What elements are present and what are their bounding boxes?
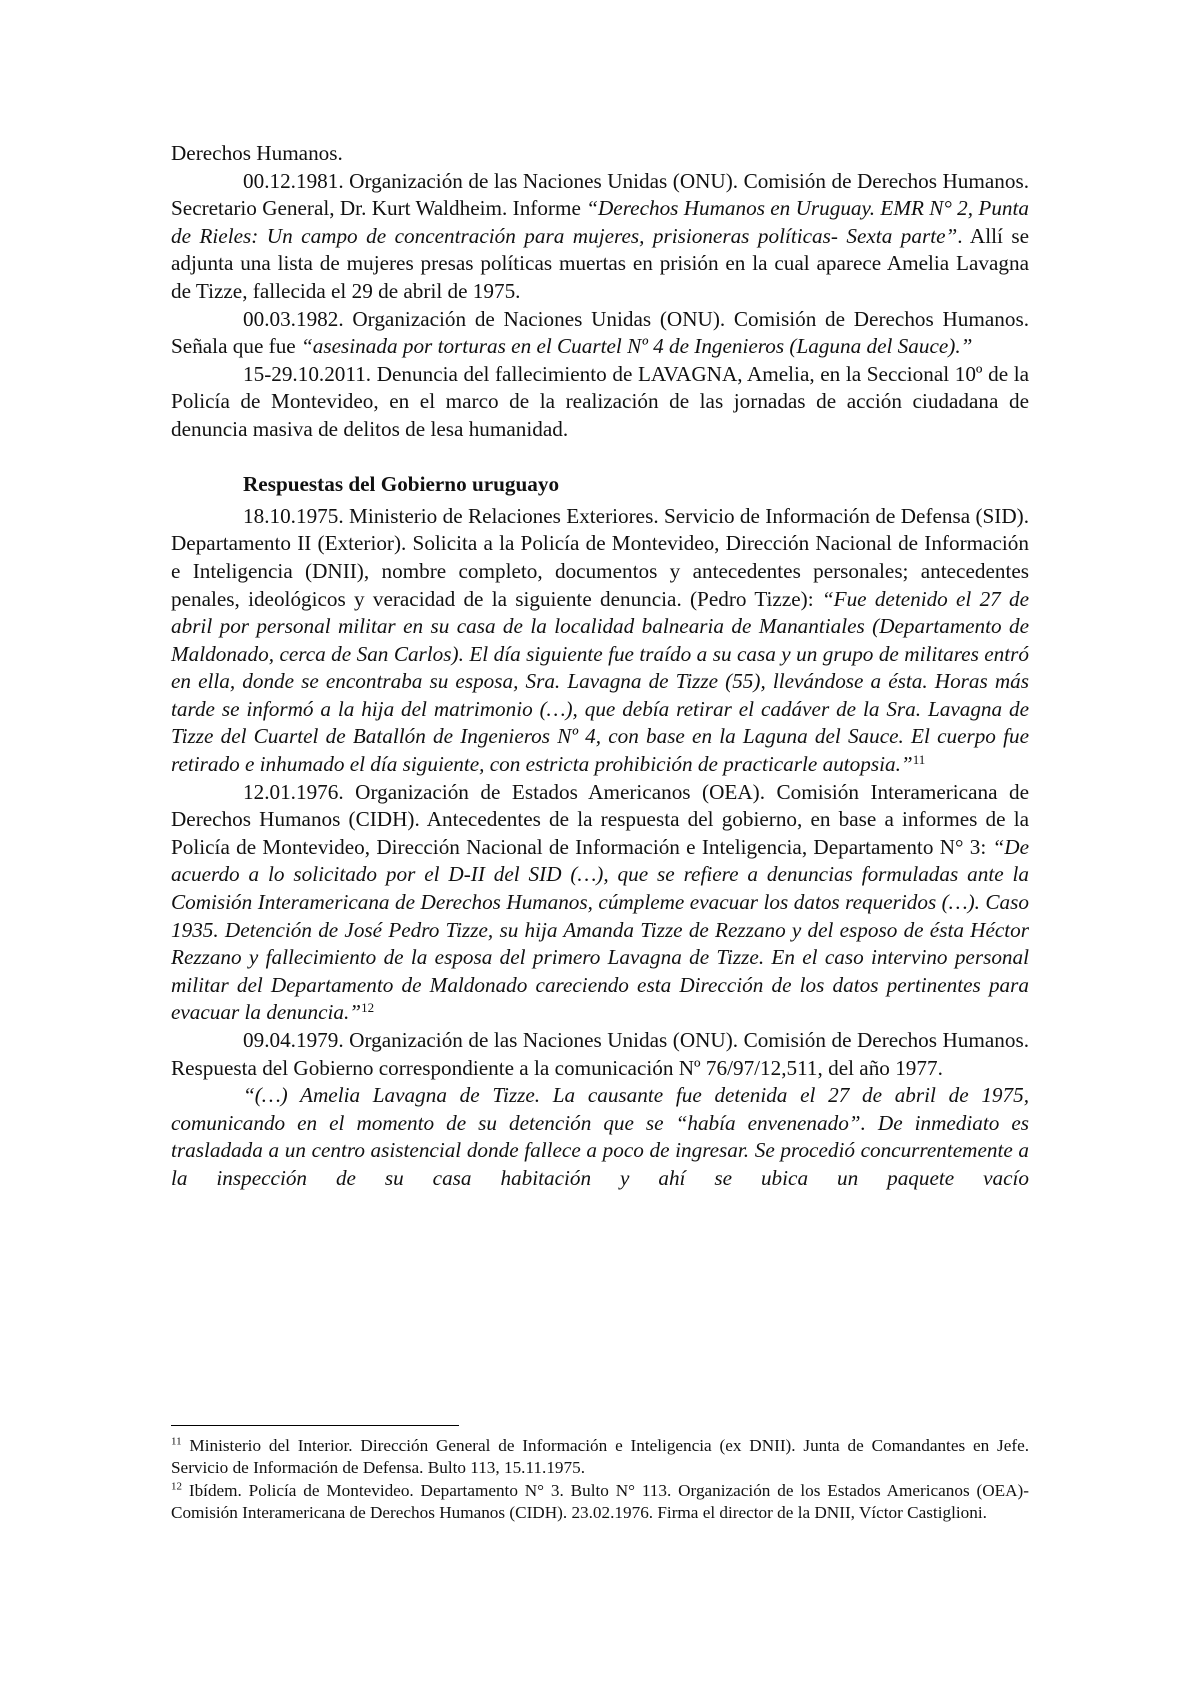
quoted-text: “(…) Amelia Lavagna de Tizze. La causante fue detenida el 27 de abril de 1975, comunicando en el momento de su detención que se “había envenenado”. De inmediato es trasladada a un centro asistencial donde fallece a poco de ingresar. Se procedió concurrentemente a la inspección de su casa habitación y ahí se ubica un paquete vacío [171, 1083, 1029, 1190]
footnote-ref[interactable]: 12 [361, 1000, 375, 1016]
paragraph-text: 15-29.10.2011. Denuncia del fallecimiento de LAVAGNA, Amelia, en la Seccional 10º de la Policía de Montevideo, en el marco de la realización de las jornadas de acción ciudadana de denuncia masiva de delitos de lesa humanidad. [171, 361, 1029, 441]
paragraph-text: 18.10.1975. Ministerio de Relaciones Exteriores. Servicio de Información de Defensa (SID). Departamento II (Exterior). Solicita a la Policía de Montevideo, Dirección Nacional de Información e Inteligencia (DNII), nombre completo, documentos y antecedentes personales; antecedentes penales, ideológicos y veracidad de la siguiente denuncia. (Pedro Tizze): [171, 503, 1029, 611]
paragraph-sid-1975 [171, 503, 1029, 779]
section-heading: Respuestas del Gobierno uruguayo [243, 472, 560, 497]
paragraph-onu-1982 [171, 306, 1029, 361]
paragraph-text: Derechos Humanos. [171, 141, 343, 165]
quoted-text: “De acuerdo a lo solicitado por el D-II del SID (…), que se refiere a denuncias formuladas ante la Comisión Interamericana de Derechos Humanos, cúmpleme evacuar los datos requeridos (…). Caso 1935. Detención de José Pedro Tizze, su hija Amanda Tizze de Rezzano y del esposo de ésta Héctor Rezzano y fallecimiento de la esposa del primero Lavagna de Tizze. En el caso intervino personal militar del Departamento de Maldonado careciendo esta Dirección de los datos pertinentes para evacuar la denuncia.” [171, 834, 1029, 1025]
paragraph-text: 09.04.1979. Organización de las Naciones Unidas (ONU). Comisión de Derechos Humanos. Respuesta del Gobierno correspondiente a la comunicación Nº 76/97/12,511, del año 1977. [171, 1028, 1029, 1080]
paragraph-text: . Allí se adjunta una lista de mujeres presas políticas muertas en prisión en la cual aparece Amelia Lavagna de Tizze, fallecida el 29 de abril de 1975. [171, 223, 1029, 303]
paragraph-onu-1981 [171, 168, 1029, 306]
footnote-number: 11 [171, 1435, 182, 1448]
paragraph-denuncia-2011 [171, 361, 1029, 444]
footnotes [171, 1435, 1029, 1525]
paragraph-text: 00.12.1981. Organización de las Naciones Unidas (ONU). Comisión de Derechos Humanos. Secretario General, Dr. Kurt Waldheim. Informe [171, 168, 1029, 221]
footnote-separator [171, 1425, 459, 1426]
footnote-ref[interactable]: 11 [912, 751, 926, 767]
spacer [171, 444, 1029, 472]
paragraph-quote-1979 [171, 1082, 1029, 1192]
quoted-text: “Fue detenido el 27 de abril por personal militar en su casa de la localidad balnearia de Manantiales (Departamento de Maldonado, cerca de San Carlos). El día siguiente fue traído a su casa y un grupo de militares entró en ella, donde se encontraba su esposa, Sra. Lavagna de Tizze (55), llevándose a ésta. Horas más tarde se informó a la hija del matrimonio (…), que debía retirar el cadáver de la Sra. Lavagna de Tizze del Cuartel de Batallón de Ingenieros Nº 4, con base en la Laguna del Sauce. El cuerpo fue retirado e inhumado el día siguiente, con estricta prohibición de practicarle autopsia.” [171, 586, 1029, 777]
paragraph-text: 00.03.1982. Organización de Naciones Unidas (ONU). Comisión de Derechos Humanos. Señala que fue [171, 306, 1029, 359]
paragraph-oea-1976 [171, 779, 1029, 1027]
quoted-report-title: “Derechos Humanos en Uruguay. EMR N° 2, Punta de Rieles: Un campo de concentración para mujeres, prisioneras políticas- Sexta parte” [171, 196, 1030, 248]
footnote-text: Ministerio del Interior. Dirección General de Información e Inteligencia (ex DNII). Junta de Comandantes en Jefe. Servicio de Información de Defensa. Bulto 113, 15.11.1975. [171, 1436, 1029, 1478]
document-body [171, 140, 1029, 1193]
quoted-text: “asesinada por torturas en el Cuartel Nº 4 de Ingenieros (Laguna del Sauce).” [301, 334, 973, 359]
paragraph-text: 12.01.1976. Organización de Estados Americanos (OEA). Comisión Interamericana de Derechos Humanos (CIDH). Antecedentes de la respuesta del gobierno, en base a informes de la Policía de Montevideo, Dirección Nacional de Información e Inteligencia, Departamento N° 3: [171, 779, 1029, 859]
paragraph-onu-1979 [171, 1027, 1029, 1082]
paragraph-continuation [171, 140, 1029, 168]
footnote-12 [171, 1480, 1029, 1525]
footnote-number: 12 [171, 1480, 182, 1493]
footnote-text: Ibídem. Policía de Montevideo. Departamento N° 3. Bulto N° 113. Organización de los Estados Americanos (OEA)- Comisión Interamericana de Derechos Humanos (CIDH). 23.02.1976. Firma el director de la DNII, Víctor Castiglioni. [171, 1480, 1029, 1523]
footnote-11 [171, 1435, 1029, 1480]
